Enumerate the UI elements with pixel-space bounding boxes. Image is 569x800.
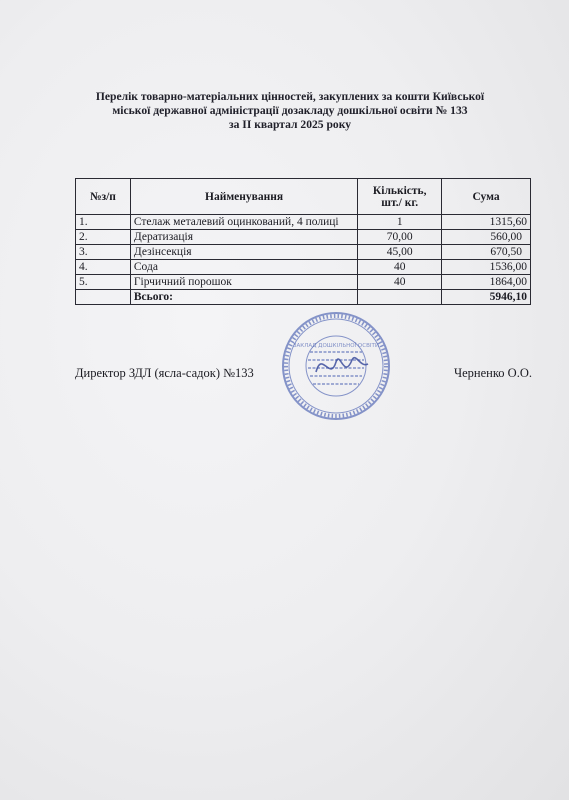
- row-sum: 1536,00: [442, 260, 531, 275]
- row-name: Сода: [130, 260, 357, 275]
- title-line-2: міської державної адміністрації дозакладу дошкільної освіти № 133: [112, 104, 468, 117]
- total-sum: 5946,10: [442, 290, 531, 305]
- row-name: Стелаж металевий оцинкований, 4 полиці: [130, 215, 357, 230]
- row-sum: 1315,60: [442, 215, 531, 230]
- row-number: 1.: [76, 215, 131, 230]
- total-row: [76, 290, 531, 305]
- row-qty: 45,00: [358, 245, 442, 260]
- goods-table: [75, 178, 531, 305]
- title-line-3: за ІІ квартал 2025 року: [228, 118, 352, 131]
- row-sum: 670,50: [442, 245, 531, 260]
- row-number: 2.: [76, 230, 131, 245]
- table-row: [76, 275, 531, 290]
- row-name: Гірчичний порошок: [130, 275, 357, 290]
- header-sum: Сума: [442, 179, 531, 215]
- stamp-text: ЗАКЛАД ДОШКІЛЬНОЇ ОСВІТИ: [293, 343, 379, 349]
- table-header-row: [76, 179, 531, 215]
- table-row: [76, 260, 531, 275]
- header-number: №з/п: [76, 179, 131, 215]
- header-qty: Кількість, шт./ кг.: [358, 179, 442, 215]
- row-qty: 40: [358, 275, 442, 290]
- total-qty-empty: [358, 290, 442, 305]
- row-number: 3.: [76, 245, 131, 260]
- total-empty-cell: [76, 290, 131, 305]
- row-number: 5.: [76, 275, 131, 290]
- row-qty: 1: [358, 215, 442, 230]
- table-row: [76, 215, 531, 230]
- table-row: [76, 245, 531, 260]
- official-stamp: [280, 310, 392, 422]
- document-title: [60, 90, 520, 132]
- row-name: Дезінсекція: [130, 245, 357, 260]
- row-qty: 70,00: [358, 230, 442, 245]
- title-line-1: Перелік товарно-матеріальних цінностей, закуплених за кошти Київської: [95, 90, 485, 103]
- header-name: Найменування: [130, 179, 357, 215]
- total-label: Всього:: [130, 290, 357, 305]
- row-sum: 560,00: [442, 230, 531, 245]
- director-name: Черненко О.О.: [454, 366, 532, 380]
- table-row: [76, 230, 531, 245]
- director-position: Директор ЗДЛ (ясла-садок) №133: [75, 366, 254, 380]
- row-qty: 40: [358, 260, 442, 275]
- row-sum: 1864,00: [442, 275, 531, 290]
- row-name: Дератизація: [130, 230, 357, 245]
- row-number: 4.: [76, 260, 131, 275]
